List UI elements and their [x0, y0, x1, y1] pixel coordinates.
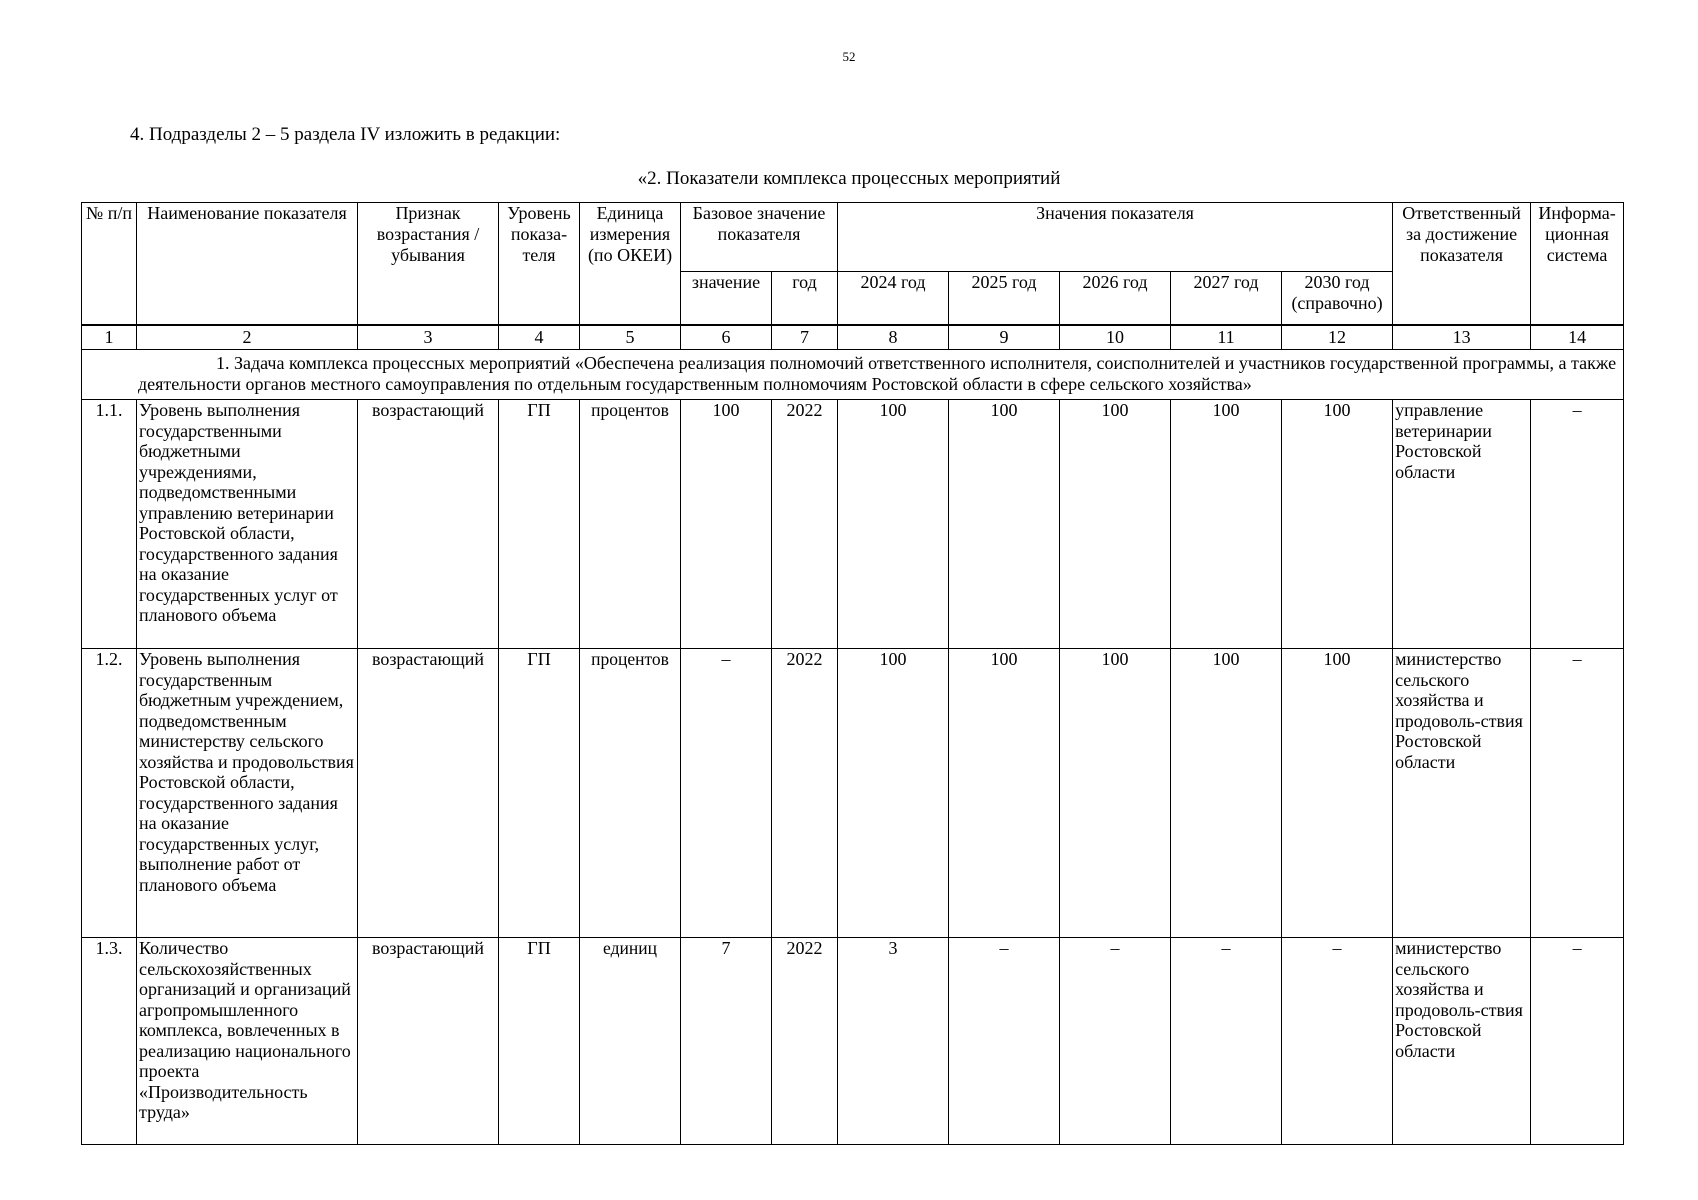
row-value-2026: 100 [1060, 400, 1171, 649]
row-value-2027: – [1171, 938, 1282, 1145]
row-base-year: 2022 [772, 400, 838, 649]
header-2026: 2026 год [1060, 272, 1171, 325]
column-number: 7 [772, 325, 838, 350]
table-row [82, 400, 1624, 649]
header-sign: Признак возрастания / убывания [358, 203, 499, 325]
column-number: 4 [499, 325, 580, 350]
section-row [82, 350, 1624, 400]
column-number: 6 [681, 325, 772, 350]
row-value-2024: 100 [838, 649, 949, 938]
header-2030: 2030 год (справочно) [1282, 272, 1393, 325]
header-name: Наименование показателя [137, 203, 358, 325]
column-number: 14 [1531, 325, 1624, 350]
header-level: Уровень показа-теля [499, 203, 580, 325]
row-value-2027: 100 [1171, 400, 1282, 649]
row-level: ГП [499, 400, 580, 649]
header-responsible: Ответственный за достижение показателя [1393, 203, 1531, 325]
header-unit: Единица измерения (по ОКЕИ) [580, 203, 681, 325]
row-value-2024: 3 [838, 938, 949, 1145]
row-responsible: министерство сельского хозяйства и продоволь-ствия Ростовской области [1393, 938, 1531, 1145]
column-numbers-row [82, 325, 1624, 350]
row-responsible: министерство сельского хозяйства и продоволь-ствия Ростовской области [1393, 649, 1531, 938]
header-2024: 2024 год [838, 272, 949, 325]
page-number: 52 [842, 49, 856, 64]
column-number: 13 [1393, 325, 1531, 350]
header-row-1 [82, 203, 1624, 272]
header-base: Базовое значение показателя [681, 203, 838, 272]
column-number: 3 [358, 325, 499, 350]
row-base-value: 7 [681, 938, 772, 1145]
header-values: Значения показателя [838, 203, 1393, 272]
column-number: 10 [1060, 325, 1171, 350]
column-number: 5 [580, 325, 681, 350]
row-unit: процентов [580, 649, 681, 938]
row-value-2025: – [949, 938, 1060, 1145]
row-responsible: управление ветеринарии Ростовской области [1393, 400, 1531, 649]
table-row [82, 938, 1624, 1145]
header-num: № п/п [82, 203, 137, 325]
row-unit: единиц [580, 938, 681, 1145]
row-value-2026: – [1060, 938, 1171, 1145]
section-heading: 1. Задача комплекса процессных мероприятий «Обеспечена реализация полномочий ответственного исполнителя, соисполнителей и участников государственной программы, а также деятельности органов местного самоуправления по отдельным государственным полномочиям Ростовской области в сфере сельского хозяйства» [82, 350, 1624, 400]
row-info-system: – [1531, 938, 1624, 1145]
row-base-value: 100 [681, 400, 772, 649]
header-2027: 2027 год [1171, 272, 1282, 325]
header-base-value: значение [681, 272, 772, 325]
row-base-year: 2022 [772, 649, 838, 938]
row-sign: возрастающий [358, 938, 499, 1145]
row-value-2030: 100 [1282, 400, 1393, 649]
row-sign: возрастающий [358, 400, 499, 649]
row-value-2030: – [1282, 938, 1393, 1145]
row-name: Количество сельскохозяйственных организаций и организаций агропромышленного комплекса, вовлеченных в реализацию национального проекта «Производительность труда» [137, 938, 358, 1145]
column-number: 11 [1171, 325, 1282, 350]
column-number: 8 [838, 325, 949, 350]
column-number: 9 [949, 325, 1060, 350]
row-value-2024: 100 [838, 400, 949, 649]
row-base-value: – [681, 649, 772, 938]
header-2025: 2025 год [949, 272, 1060, 325]
row-info-system: – [1531, 649, 1624, 938]
header-base-year: год [772, 272, 838, 325]
table-title: «2. Показатели комплекса процессных мероприятий [637, 168, 1061, 189]
row-level: ГП [499, 938, 580, 1145]
row-info-system: – [1531, 400, 1624, 649]
row-value-2026: 100 [1060, 649, 1171, 938]
row-num: 1.3. [82, 938, 137, 1145]
indicators-table [81, 202, 1624, 1145]
row-num: 1.2. [82, 649, 137, 938]
column-number: 12 [1282, 325, 1393, 350]
row-unit: процентов [580, 400, 681, 649]
row-value-2030: 100 [1282, 649, 1393, 938]
column-number: 1 [82, 325, 137, 350]
row-name: Уровень выполнения государственными бюджетными учреждениями, подведомственными управлению ветеринарии Ростовской области, государственного задания на оказание государственных услуг от планового объема [137, 400, 358, 649]
instruction-text: 4. Подразделы 2 – 5 раздела IV изложить в редакции: [130, 124, 561, 145]
row-value-2025: 100 [949, 400, 1060, 649]
table-row [82, 649, 1624, 938]
row-value-2025: 100 [949, 649, 1060, 938]
row-sign: возрастающий [358, 649, 499, 938]
row-level: ГП [499, 649, 580, 938]
header-info-system: Информа-ционная система [1531, 203, 1624, 325]
column-number: 2 [137, 325, 358, 350]
row-base-year: 2022 [772, 938, 838, 1145]
row-num: 1.1. [82, 400, 137, 649]
row-value-2027: 100 [1171, 649, 1282, 938]
row-name: Уровень выполнения государственным бюджетным учреждением, подведомственным министерству сельского хозяйства и продовольствия Ростовской области, государственного задания на оказание государственных услуг, выполнение работ от планового объема [137, 649, 358, 938]
